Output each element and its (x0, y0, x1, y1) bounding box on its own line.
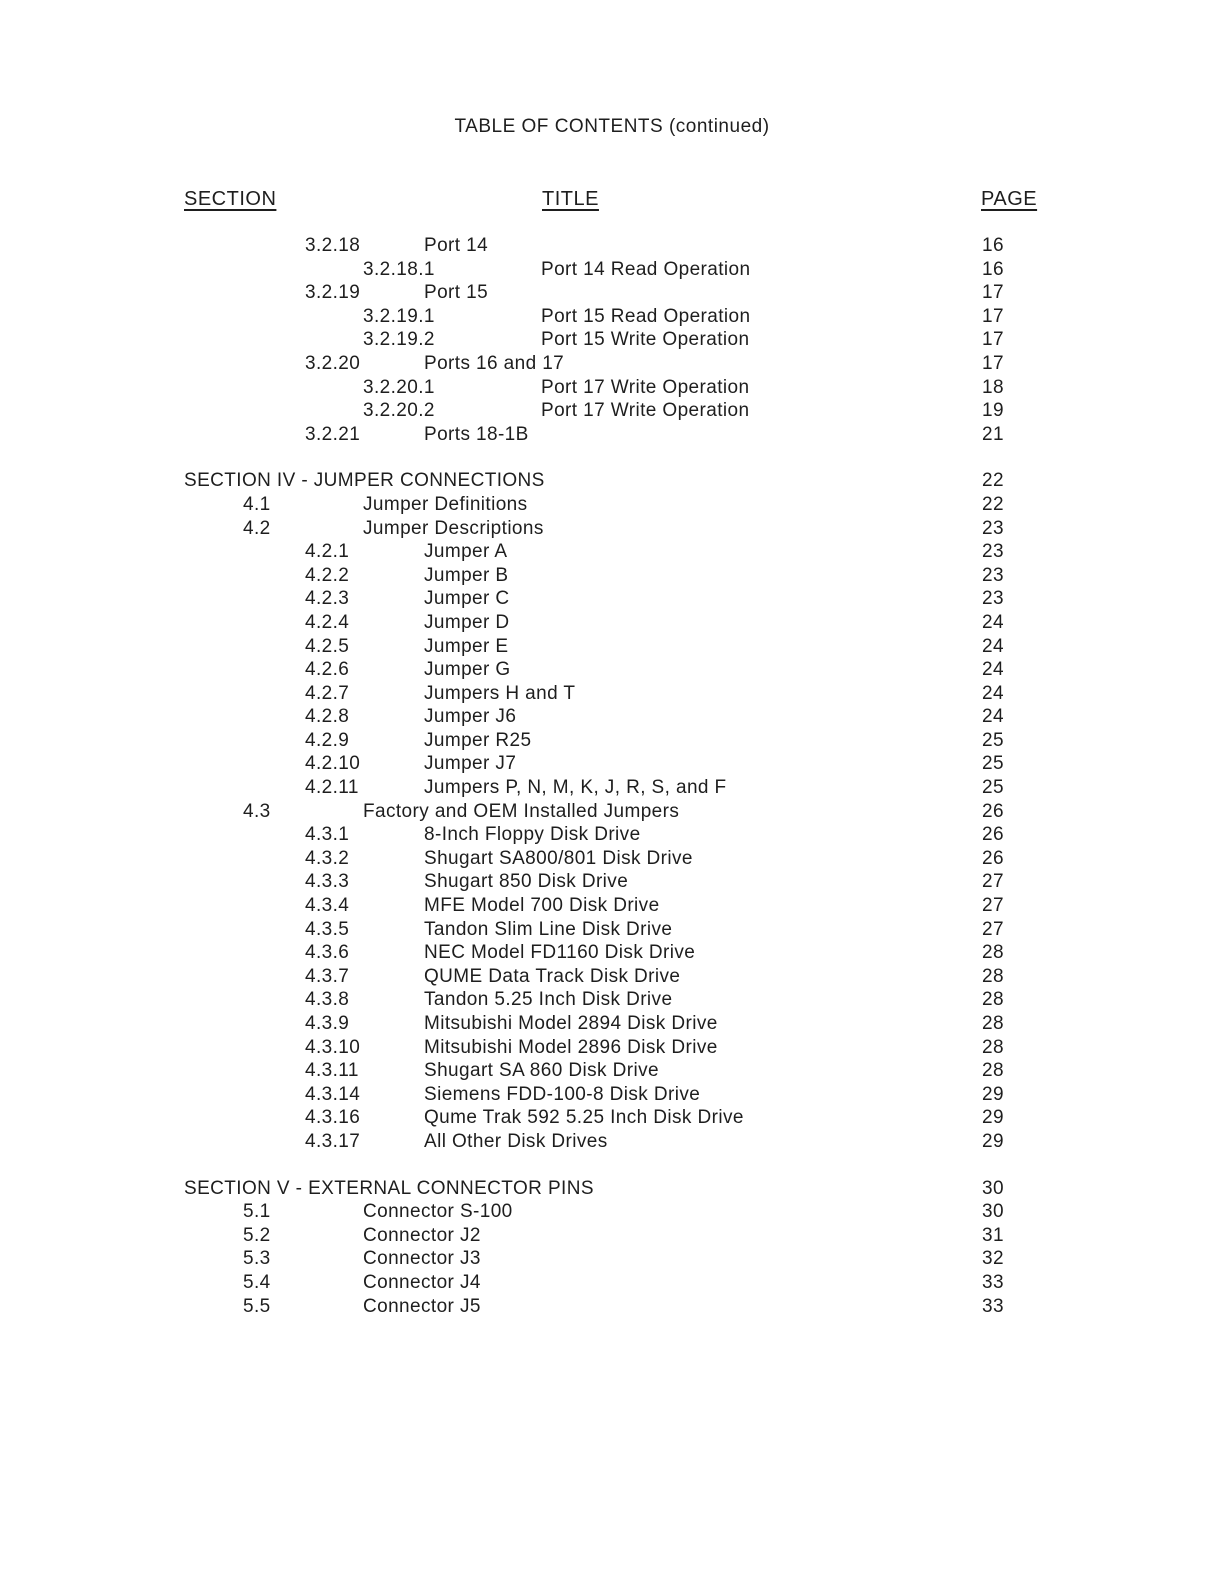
entry-page: 24 (982, 682, 1004, 704)
toc-entry (0, 705, 1224, 729)
entry-page: 24 (982, 706, 1004, 728)
entry-page: 16 (982, 258, 1004, 280)
toc-entry (0, 1036, 1224, 1060)
entry-number: 4.3.3 (305, 871, 350, 893)
toc-entry (0, 941, 1224, 965)
entry-page: 26 (982, 800, 1004, 822)
entry-page: 28 (982, 1013, 1004, 1034)
toc-entry (0, 1106, 1224, 1130)
entry-page: 23 (982, 517, 1004, 539)
entry-title: Port 14 Read Operation (541, 258, 751, 280)
entry-page: 27 (982, 895, 1004, 917)
entry-title: Jumper Definitions (363, 493, 528, 515)
entry-page: 28 (982, 965, 1004, 987)
entry-number: 3.2.20.2 (363, 400, 435, 422)
toc-entry (0, 800, 1224, 824)
entry-number: 4.2.4 (305, 611, 350, 633)
entry-number: 4.3.9 (305, 1013, 350, 1034)
entry-number: 4.3.1 (305, 824, 350, 846)
entry-page: 31 (982, 1224, 1004, 1246)
toc-entry (0, 918, 1224, 942)
entry-number: 4.1 (243, 493, 271, 515)
entry-page: 27 (982, 918, 1004, 940)
entry-title: Jumper R25 (424, 729, 532, 751)
entry-number: 4.3.8 (305, 989, 350, 1011)
entry-page: 18 (982, 376, 1004, 398)
entry-title: Shugart 850 Disk Drive (424, 871, 629, 893)
toc-entry (0, 540, 1224, 564)
entry-page: 17 (982, 282, 1004, 304)
entry-title: Port 17 Write Operation (541, 400, 750, 422)
entry-title: Shugart SA 860 Disk Drive (424, 1060, 659, 1082)
entry-title: Port 15 (424, 282, 489, 304)
entry-page: 29 (982, 1107, 1004, 1129)
toc-entry (0, 376, 1224, 400)
entry-title: Jumpers P, N, M, K, J, R, S, and F (424, 777, 727, 799)
entry-title: Ports 16 and 17 (424, 352, 565, 374)
toc-entry (0, 352, 1224, 376)
entry-title: Jumper J6 (424, 706, 517, 728)
entry-title: Port 15 Read Operation (541, 305, 751, 327)
spacer (0, 446, 1224, 469)
entry-number: 4.3.6 (305, 942, 350, 964)
toc-entry (0, 823, 1224, 847)
toc-entry (0, 1271, 1224, 1295)
entry-page: 27 (982, 871, 1004, 893)
toc-entry (0, 234, 1224, 258)
entry-page: 29 (982, 1083, 1004, 1105)
toc-entry (0, 847, 1224, 871)
toc-entry (0, 399, 1224, 423)
entry-number: 4.2.1 (305, 541, 350, 563)
toc-entry (0, 517, 1224, 541)
entry-number: 4.3.11 (305, 1060, 359, 1082)
entry-page: 16 (982, 235, 1004, 256)
entry-page: 22 (982, 470, 1004, 492)
entry-number: 3.2.21 (305, 423, 361, 445)
entry-page: 24 (982, 635, 1004, 657)
toc-entry (0, 682, 1224, 706)
toc-entry (0, 635, 1224, 659)
toc-entry (0, 729, 1224, 753)
entry-page: 33 (982, 1295, 1004, 1317)
entry-page: 17 (982, 329, 1004, 351)
entry-page: 28 (982, 1036, 1004, 1058)
entry-page: 30 (982, 1177, 1004, 1199)
entry-number: 4.2.8 (305, 706, 350, 728)
entry-number: 3.2.18 (305, 235, 361, 256)
entry-page: 23 (982, 541, 1004, 563)
entry-number: 4.2.9 (305, 729, 350, 751)
entry-title: Qume Trak 592 5.25 Inch Disk Drive (424, 1107, 744, 1129)
toc-entry (0, 564, 1224, 588)
column-header-section: SECTION (184, 188, 277, 210)
toc-entry (0, 1247, 1224, 1271)
toc-entry (0, 1224, 1224, 1248)
entry-number: 5.1 (243, 1201, 271, 1223)
entry-title: Connector J3 (363, 1248, 481, 1270)
toc-entry (0, 328, 1224, 352)
toc-entry (0, 776, 1224, 800)
entry-title: QUME Data Track Disk Drive (424, 965, 681, 987)
entry-title: Jumper A (424, 541, 508, 563)
toc-entry (0, 493, 1224, 517)
entry-number: 3.2.19 (305, 282, 361, 304)
entry-page: 17 (982, 352, 1004, 374)
entry-page: 21 (982, 423, 1004, 445)
entry-title: Connector S-100 (363, 1201, 513, 1223)
entry-title: All Other Disk Drives (424, 1130, 608, 1152)
entry-title: Jumper B (424, 564, 509, 586)
entry-page: 28 (982, 942, 1004, 964)
toc-entry (0, 305, 1224, 329)
toc-entry (0, 894, 1224, 918)
toc-entry (0, 1295, 1224, 1319)
toc-entry (0, 1083, 1224, 1107)
entry-number: 4.3.2 (305, 847, 350, 869)
entry-page: 22 (982, 493, 1004, 515)
entry-title: Jumper E (424, 635, 509, 657)
page-title: TABLE OF CONTENTS (continued) (454, 116, 770, 137)
entry-title: Port 14 (424, 235, 489, 256)
entry-title: Tandon 5.25 Inch Disk Drive (424, 989, 673, 1011)
toc-entry (0, 965, 1224, 989)
entry-title: Port 15 Write Operation (541, 329, 750, 351)
entry-number: 4.2.5 (305, 635, 350, 657)
toc-entry (0, 1130, 1224, 1154)
entry-page: 24 (982, 659, 1004, 681)
entry-title: Jumper J7 (424, 753, 517, 775)
entry-page: 29 (982, 1130, 1004, 1152)
entry-title: Jumpers H and T (424, 682, 576, 704)
entry-title: Port 17 Write Operation (541, 376, 750, 398)
entry-page: 23 (982, 564, 1004, 586)
entry-number: 4.3.17 (305, 1130, 361, 1152)
entry-number: 5.5 (243, 1295, 271, 1317)
entry-page: 17 (982, 305, 1004, 327)
entry-number: 4.2 (243, 517, 271, 539)
entry-page: 28 (982, 989, 1004, 1011)
entry-number: 3.2.18.1 (363, 258, 435, 280)
entry-number: 4.2.10 (305, 753, 361, 775)
entry-page: 23 (982, 588, 1004, 610)
entry-title: Jumper D (424, 611, 510, 633)
entry-page: 19 (982, 400, 1004, 422)
toc-entry (0, 258, 1224, 282)
toc-entry (0, 988, 1224, 1012)
toc-entry (0, 1059, 1224, 1083)
entry-number: 5.3 (243, 1248, 271, 1270)
entry-page: 24 (982, 611, 1004, 633)
entry-number: 4.3.4 (305, 895, 350, 917)
entry-page: 32 (982, 1248, 1004, 1270)
toc-entry (0, 281, 1224, 305)
entry-page: 30 (982, 1201, 1004, 1223)
entry-title: Jumper Descriptions (363, 517, 544, 539)
spacer (0, 1154, 1224, 1177)
column-header-title: TITLE (542, 188, 599, 210)
section-title: SECTION IV - JUMPER CONNECTIONS (184, 470, 545, 492)
entry-page: 26 (982, 824, 1004, 846)
entry-title: Connector J4 (363, 1271, 481, 1293)
entry-title: MFE Model 700 Disk Drive (424, 895, 660, 917)
entry-number: 4.3 (243, 800, 271, 822)
toc-list (0, 234, 1224, 1318)
entry-title: Connector J2 (363, 1224, 481, 1246)
entry-number: 4.2.6 (305, 659, 350, 681)
entry-title: NEC Model FD1160 Disk Drive (424, 942, 696, 964)
column-header-page: PAGE (981, 188, 1038, 210)
entry-title: Jumper G (424, 659, 511, 681)
toc-entry (0, 1012, 1224, 1036)
toc-entry (0, 587, 1224, 611)
entry-page: 25 (982, 777, 1004, 799)
entry-title: Ports 18-1B (424, 423, 529, 445)
entry-number: 4.3.10 (305, 1036, 361, 1058)
section-title: SECTION V - EXTERNAL CONNECTOR PINS (184, 1177, 594, 1199)
entry-title: Mitsubishi Model 2896 Disk Drive (424, 1036, 718, 1058)
entry-page: 26 (982, 847, 1004, 869)
entry-number: 4.3.5 (305, 918, 350, 940)
entry-title: Tandon Slim Line Disk Drive (424, 918, 673, 940)
entry-number: 3.2.20.1 (363, 376, 435, 398)
entry-title: Mitsubishi Model 2894 Disk Drive (424, 1013, 718, 1034)
entry-number: 4.3.14 (305, 1083, 361, 1105)
toc-entry (0, 658, 1224, 682)
entry-number: 3.2.19.2 (363, 329, 435, 351)
toc-entry (0, 870, 1224, 894)
entry-title: Connector J5 (363, 1295, 481, 1317)
entry-number: 4.3.16 (305, 1107, 361, 1129)
entry-page: 25 (982, 753, 1004, 775)
section-heading (0, 469, 1224, 493)
toc-entry (0, 611, 1224, 635)
entry-number: 4.2.11 (305, 777, 359, 799)
entry-title: 8-Inch Floppy Disk Drive (424, 824, 641, 846)
entry-number: 4.2.7 (305, 682, 350, 704)
entry-number: 4.2.2 (305, 564, 350, 586)
entry-page: 28 (982, 1060, 1004, 1082)
toc-entry (0, 1200, 1224, 1224)
entry-number: 3.2.20 (305, 352, 361, 374)
entry-title: Jumper C (424, 588, 510, 610)
entry-title: Shugart SA800/801 Disk Drive (424, 847, 693, 869)
entry-number: 5.2 (243, 1224, 271, 1246)
entry-page: 25 (982, 729, 1004, 751)
toc-entry (0, 752, 1224, 776)
entry-number: 5.4 (243, 1271, 271, 1293)
entry-page: 33 (982, 1271, 1004, 1293)
entry-title: Siemens FDD-100-8 Disk Drive (424, 1083, 701, 1105)
entry-number: 4.3.7 (305, 965, 350, 987)
section-heading (0, 1177, 1224, 1201)
entry-number: 4.2.3 (305, 588, 350, 610)
toc-entry (0, 423, 1224, 447)
entry-title: Factory and OEM Installed Jumpers (363, 800, 680, 822)
entry-number: 3.2.19.1 (363, 305, 435, 327)
